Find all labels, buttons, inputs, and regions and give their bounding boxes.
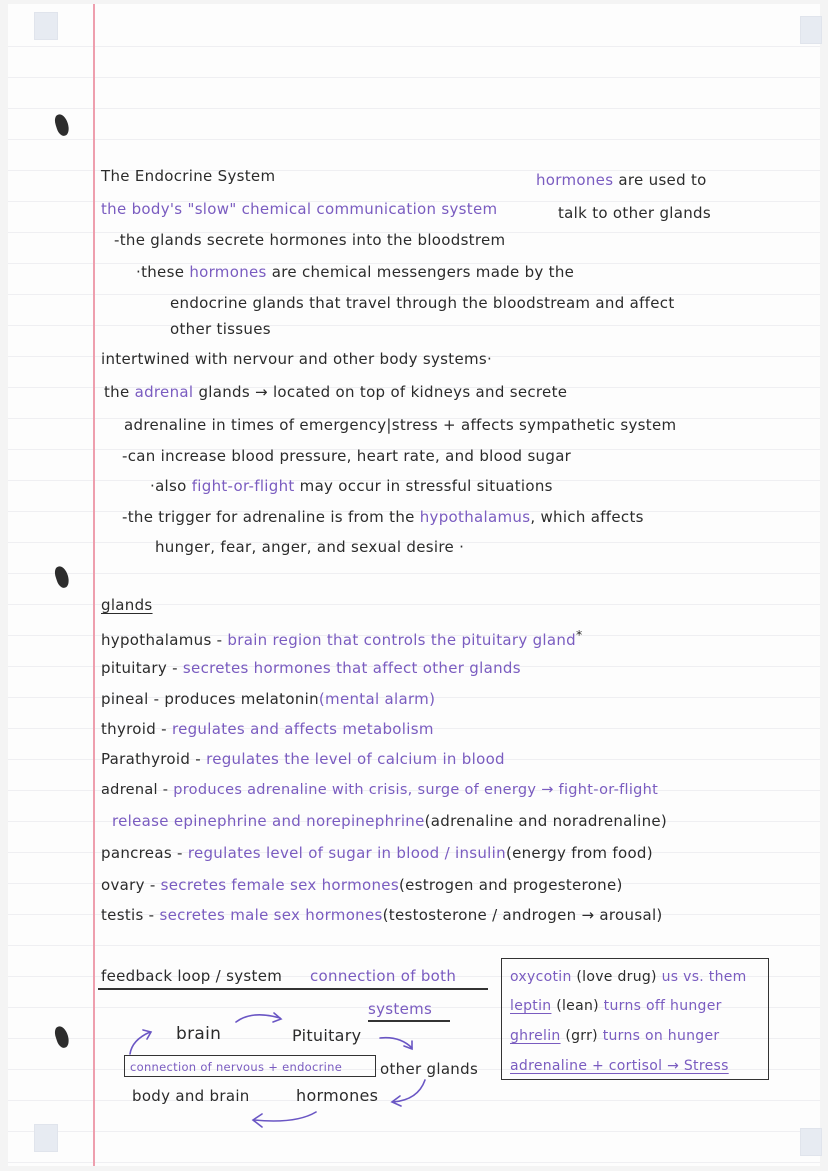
intro-line-1: the body's "slow" chemical communication system	[101, 200, 498, 218]
bullet-text: are chemical messengers made by the	[271, 263, 575, 281]
hormone-nickname: (grr)	[565, 1028, 598, 1044]
hormone-name: oxycotin	[510, 969, 572, 985]
gland-desc: regulates the level of calcium in blood	[206, 750, 505, 768]
term-hormones: hormones	[189, 263, 267, 281]
adrenal-line-2: adrenaline in times of emergency|stress + affects sympathetic system	[124, 416, 677, 434]
term-fight-or-flight: fight-or-flight	[191, 477, 295, 495]
gland-name: ovary -	[101, 876, 156, 894]
hormone-row-leptin	[510, 997, 722, 1015]
hormone-effect: us vs. them	[661, 969, 747, 985]
gland-desc: release epinephrine and norepinephrine	[112, 812, 425, 830]
text: , which affects	[530, 508, 644, 526]
hormone-row-oxytocin	[510, 968, 747, 986]
adrenal-line-6: hunger, fear, anger, and sexual desire ·	[155, 538, 465, 556]
gland-desc: produces adrenaline with crisis, surge of energy → fight-or-flight	[173, 782, 659, 798]
adrenal-line-3: -can increase blood pressure, heart rate, and blood sugar	[122, 447, 572, 465]
glands-heading: glands	[101, 596, 153, 614]
note-right-2: talk to other glands	[558, 204, 711, 222]
connection-label: connection of nervous + endocrine	[130, 1060, 343, 1074]
intro-line-5: other tissues	[170, 320, 271, 338]
gland-name: thyroid -	[101, 720, 167, 738]
term-adrenal: adrenal	[134, 383, 194, 401]
text: -the trigger for adrenaline is from the	[122, 508, 415, 526]
node-other-glands: other glands	[380, 1060, 479, 1078]
node-hormones: hormones	[296, 1086, 379, 1105]
gland-extra: (testosterone / androgen → arousal)	[382, 906, 663, 924]
bullet-text: ·these	[136, 263, 185, 281]
hormone-effect: turns on hunger	[602, 1028, 720, 1044]
intro-line-2: -the glands secrete hormones into the bloodstrem	[114, 231, 506, 249]
node-body-brain: body and brain	[132, 1087, 250, 1105]
gland-desc: secretes hormones that affect other glands	[182, 659, 521, 677]
text: ·also	[150, 477, 187, 495]
page-title: The Endocrine System	[101, 167, 276, 185]
gland-name: adrenal -	[101, 782, 169, 798]
term-hormones: hormones	[536, 171, 614, 189]
feedback-note-1: connection of both	[310, 967, 457, 985]
gland-name: testis -	[101, 906, 155, 924]
gland-desc: secretes male sex hormones	[159, 906, 383, 924]
gland-name: pancreas -	[101, 844, 183, 862]
asterisk: *	[575, 627, 583, 642]
text: the	[104, 383, 130, 401]
hormone-nickname: (love drug)	[576, 969, 657, 985]
hormone-row-ghrelin	[510, 1027, 719, 1045]
gland-name: pineal - produces melatonin	[101, 690, 319, 708]
node-brain: brain	[176, 1024, 222, 1044]
gland-name: pituitary -	[101, 659, 178, 677]
feedback-heading: feedback loop / system	[101, 967, 283, 985]
hormone-name: leptin	[510, 998, 552, 1014]
intro-line-4: endocrine glands that travel through the bloodstream and affect	[170, 294, 675, 312]
hormone-row-stress: adrenaline + cortisol → Stress	[510, 1058, 729, 1074]
gland-extra: (adrenaline and noradrenaline)	[424, 812, 668, 830]
feedback-note-2: systems	[368, 1000, 433, 1018]
gland-desc: regulates level of sugar in blood / insulin	[187, 844, 506, 862]
hormone-nickname: (lean)	[556, 998, 599, 1014]
text: may occur in stressful situations	[299, 477, 553, 495]
text: glands → located on top of kidneys and secrete	[198, 383, 568, 401]
term-hypothalamus: hypothalamus	[419, 508, 531, 526]
gland-desc: regulates and affects metabolism	[171, 720, 434, 738]
hormone-effect: turns off hunger	[603, 998, 722, 1014]
gland-extra: (energy from food)	[505, 844, 653, 862]
gland-extra: (estrogen and progesterone)	[398, 876, 623, 894]
gland-desc: (mental alarm)	[318, 690, 436, 708]
gland-desc: brain region that controls the pituitary gland	[227, 631, 576, 649]
hormone-name: ghrelin	[510, 1028, 561, 1044]
gland-name: Parathyroid -	[101, 750, 201, 768]
gland-desc: secretes female sex hormones	[160, 876, 399, 894]
intro-line-6: intertwined with nervour and other body systems·	[101, 350, 493, 368]
gland-name: hypothalamus -	[101, 631, 223, 649]
node-pituitary: Pituitary	[292, 1026, 362, 1045]
note-text: are used to	[618, 171, 707, 189]
